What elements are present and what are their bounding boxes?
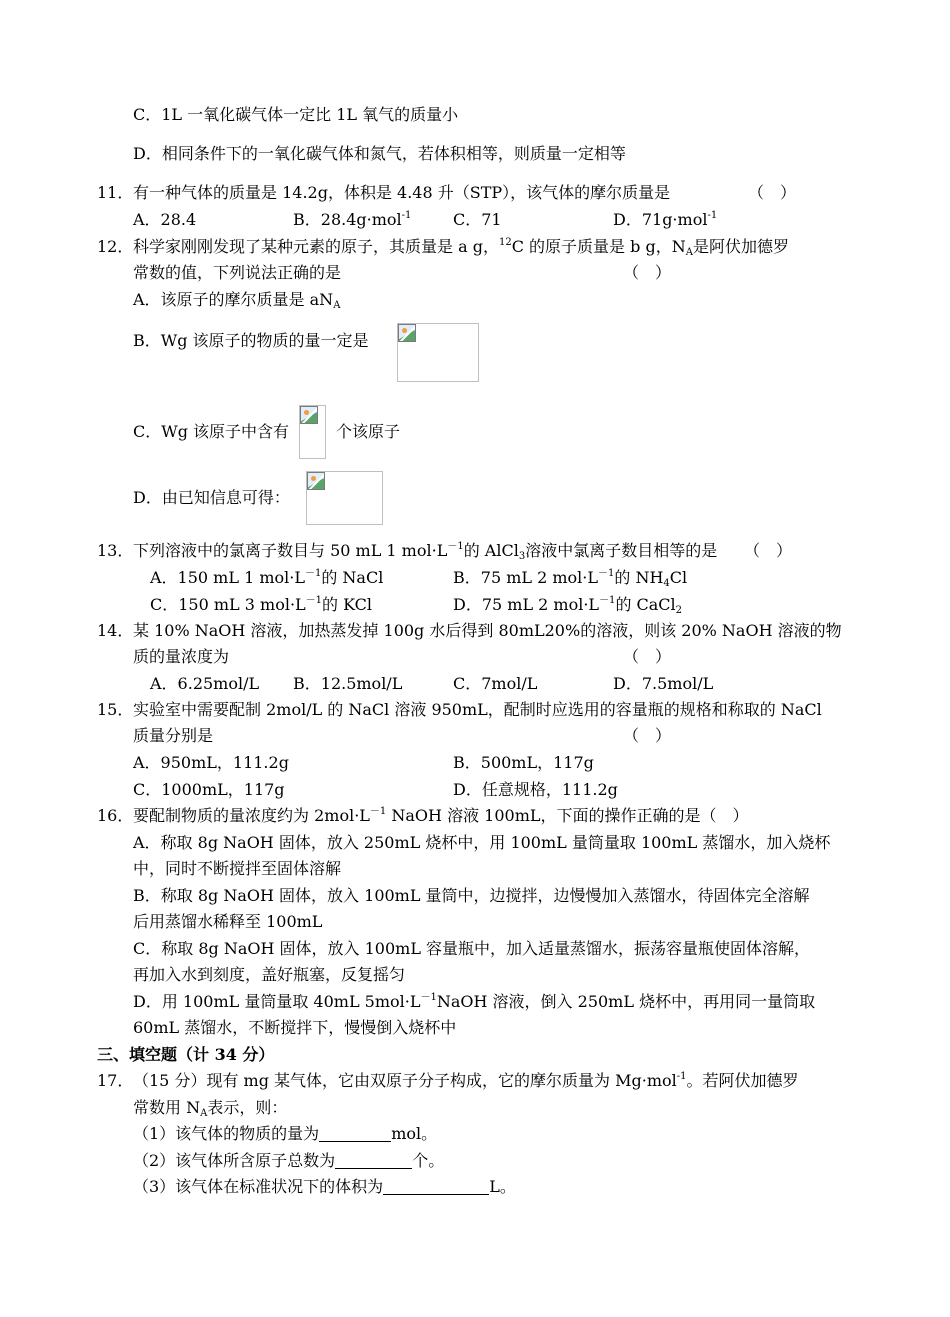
broken-image-icon (300, 406, 318, 424)
answer-paren: （ ） (748, 183, 797, 202)
option-b: B．Wg 该原子的物质的量一定是 (133, 331, 369, 350)
option-d-line2: 60mL 蒸馏水，不断搅拌下，慢慢倒入烧杯中 (133, 1018, 457, 1037)
answer-paren: （ ） (623, 726, 672, 745)
option-d: D．由已知信息可得： (133, 488, 290, 507)
question-11-stem: 有一种气体的质量是 14.2g，体积是 4.48 升（STP），该气体的摩尔质量是 (133, 183, 671, 202)
question-14-stem-line2: 质的量浓度为 (133, 647, 230, 666)
answer-paren: （ ） (623, 263, 672, 282)
question-13-stem: 下列溶液中的氯离子数目与 50 mL 1 $mol\cdot L^{-1}$的 AlCl$_3$溶液中氯离子数目相等的是 (133, 541, 718, 562)
option-c: C．1000mL，117g (133, 780, 285, 799)
option-d: D．相同条件下的一氧化碳气体和氮气，若体积相等，则质量一定相等 (133, 144, 626, 163)
option-b-line1: B．称取 8g NaOH 固体，放入 100mL 量筒中，边搅拌，边慢慢加入蒸馏水，待固体完全溶解 (133, 886, 810, 905)
question-14-stem-line1: 某 10% NaOH 溶液，加热蒸发掉 100g 水后得到 80mL20%的溶液，则该 20% NaOH 溶液的物 (133, 621, 842, 640)
fill-blank[interactable] (335, 1152, 412, 1169)
option-d: D．任意规格，111.2g (453, 780, 618, 799)
sub-question-2: （2）该气体所含原子总数为 个。 (133, 1151, 445, 1170)
question-15-number: 15． (97, 700, 134, 719)
question-17-stem-line2: 常数用 $N_A$表示，则： (133, 1098, 288, 1119)
option-d-line1: D．用 100mL 量筒量取 40mL $5mol\cdot L^{-1}NaOH$ 溶液，倒入 250mL 烧杯中，再用同一量筒取 (133, 992, 816, 1011)
option-a-line1: A．称取 8g NaOH 固体，放入 250mL 烧杯中，用 100mL 量筒量取 100mL 蒸馏水，加入烧杯 (133, 833, 831, 852)
question-15-stem-line1: 实验室中需要配制 2mol/L 的 NaCl 溶液 950mL，配制时应选用的容量瓶的规格和称取的 NaCl (133, 700, 822, 719)
question-12-number: 12． (97, 237, 134, 256)
option-c-line1: C．称取 8g NaOH 固体，放入 100mL 容量瓶中，加入适量蒸馏水，振荡容量瓶使固体溶解， (133, 939, 811, 958)
option-c: C．7mol/L (453, 674, 538, 693)
question-12-stem-line1: 科学家刚刚发现了某种元素的原子，其质量是 a g，$^{12}$C 的原子质量是 b g，$N_A$是阿伏加德罗 (133, 237, 789, 258)
option-a: A．150 mL 1 $mol\cdot L^{-1}$的 NaCl (150, 568, 384, 587)
broken-image-icon (307, 472, 325, 490)
question-12-stem-line2: 常数的值，下列说法正确的是 (133, 263, 342, 282)
option-c: C．150 mL 3 $mol\cdot L^{-1}$的 KCl (150, 595, 373, 614)
sub-question-3: （3）该气体在标准状况下的体积为 L。 (133, 1177, 516, 1196)
section-title: 三、填空题（计 34 分） (97, 1045, 275, 1064)
question-13-number: 13． (97, 541, 134, 560)
option-b-line2: 后用蒸馏水稀释至 100mL (133, 912, 323, 931)
option-c-line2: 再加入水到刻度，盖好瓶塞，反复摇匀 (133, 965, 406, 984)
option-d: D．71g·mol$^{-1}$ (613, 210, 718, 229)
option-a: A．28.4 (133, 210, 197, 229)
question-15-stem-line2: 质量分别是 (133, 726, 214, 745)
formula-image (397, 323, 479, 382)
option-c: C．71 (453, 210, 502, 229)
option-c-tail: 个该原子 (336, 422, 401, 441)
option-b: B．500mL，117g (453, 753, 594, 772)
option-b: B．12.5mol/L (293, 674, 403, 693)
formula-image (299, 405, 326, 459)
option-b: B．75 mL 2 $mol\cdot L^{-1}$的 $NH_4Cl$ (453, 568, 688, 589)
option-b: B．28.4g·mol$^{-1}$ (293, 210, 412, 229)
question-17-number: 17． (97, 1071, 134, 1090)
question-14-number: 14． (97, 621, 134, 640)
option-d: D．7.5mol/L (613, 674, 714, 693)
option-a: A．6.25mol/L (150, 674, 260, 693)
option-a-line2: 中，同时不断搅拌至固体溶解 (133, 859, 342, 878)
option-a: A．该原子的摩尔质量是 $aN_A$ (133, 290, 341, 311)
fill-blank[interactable] (383, 1178, 489, 1195)
broken-image-icon (398, 324, 416, 342)
sub-question-1: （1）该气体的物质的量为 mol。 (133, 1124, 438, 1143)
answer-paren: （ ） (623, 647, 672, 666)
option-c: C．1L 一氧化碳气体一定比 1L 氧气的质量小 (133, 105, 459, 124)
question-16-number: 16． (97, 806, 134, 825)
option-c: C．Wg 该原子中含有 (133, 422, 290, 441)
answer-paren: （ ） (744, 541, 793, 560)
question-16-stem: 要配制物质的量浓度约为 $2mol\cdot L^{-1}$ NaOH 溶液 100mL，下面的操作正确的是（ ） (133, 806, 749, 825)
option-d: D．75 mL 2 $mol\cdot L^{-1}$的 CaCl$_2$ (453, 595, 683, 616)
formula-image (306, 471, 383, 525)
question-11-number: 11． (97, 183, 134, 202)
question-17-stem-line1: （15 分）现有 mg 某气体，它由双原子分子构成，它的摩尔质量为 Mg·mol$^{-1}$。若阿伏加德罗 (133, 1071, 799, 1090)
option-a: A．950mL，111.2g (133, 753, 289, 772)
fill-blank[interactable] (319, 1125, 391, 1142)
